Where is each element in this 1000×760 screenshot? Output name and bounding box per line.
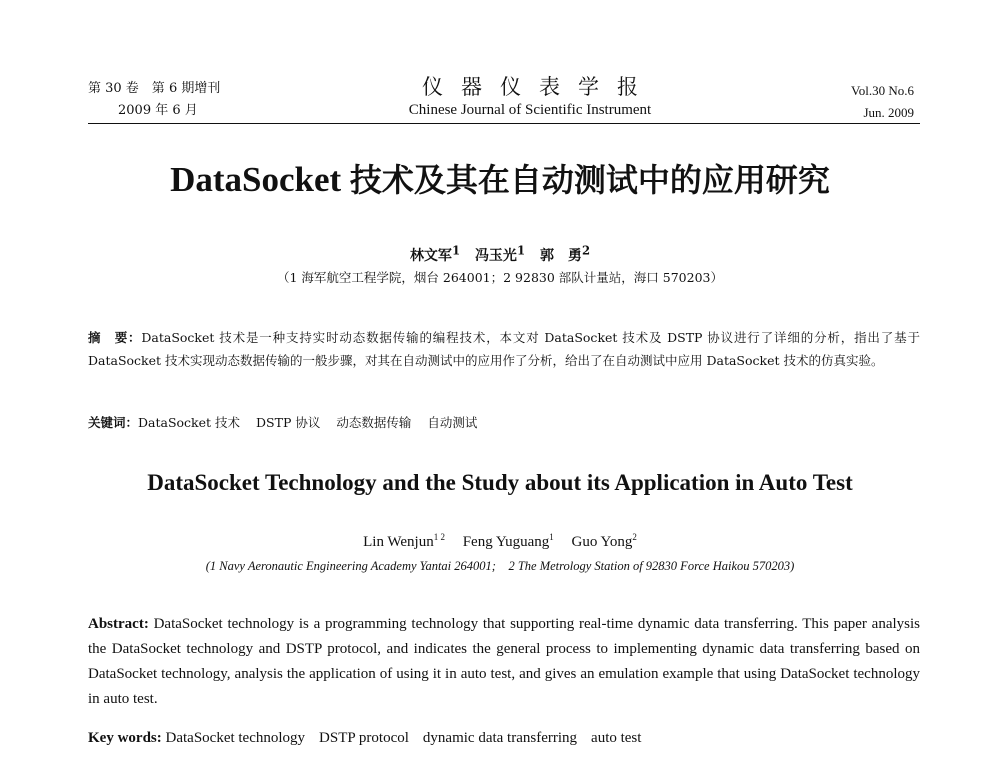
keywords-cn-label: 关键词： bbox=[88, 415, 139, 430]
author-en: Guo Yong$^2$ bbox=[571, 532, 637, 550]
title-cn-text: 技术及其在自动测试中的应用研究 bbox=[349, 161, 830, 199]
paper-title-en: DataSocket Technology and the Study about its Application in Auto Test bbox=[147, 470, 853, 495]
author-cn: 郭 勇$^2$ bbox=[539, 243, 591, 264]
abstract-en-text: DataSocket technology is a programming technology that supporting real-time dynamic data transferring. This paper analysis the DataSocket technology and DSTP protocol, and indicates the general process to implementing dynamic data transferring based on DataSocket technology, analysis the application of using it in auto test, and gives an emulation example that using DataSocket technology in auto test. bbox=[88, 616, 920, 707]
keywords-en bbox=[88, 727, 920, 749]
keyword-cn: DataSocket 技术 bbox=[138, 415, 241, 430]
header-rule bbox=[88, 123, 920, 124]
publication-date-en: Jun. 2009 bbox=[863, 105, 914, 120]
volume-issue: 第 30 卷 第 6 期增刊 bbox=[88, 81, 221, 96]
keywords-cn bbox=[88, 411, 920, 434]
affiliation-en: (1 Navy Aeronautic Engineering Academy Yantai 264001; 2 The Metrology Station of 92830 Force Haikou 570203) bbox=[205, 559, 795, 573]
abstract-cn-label: 摘 要： bbox=[88, 330, 142, 345]
keyword-en: DataSocket technology bbox=[165, 730, 306, 746]
author-cn: 林文军$^1$ bbox=[409, 243, 461, 264]
keyword-cn: DSTP 协议 bbox=[256, 415, 321, 430]
journal-name-en: Chinese Journal of Scientific Instrument bbox=[408, 102, 652, 118]
authors-en bbox=[0, 527, 1000, 552]
affiliation-cn: （1 海军航空工程学院，烟台 264001；2 92830 部队计量站，海口 570203） bbox=[277, 270, 723, 285]
authors-cn bbox=[0, 240, 1000, 266]
journal-name bbox=[330, 74, 730, 120]
abstract-en-label: Abstract: bbox=[88, 616, 149, 632]
author-cn: 冯玉光$^1$ bbox=[474, 243, 526, 264]
journal-volume-info-en bbox=[851, 80, 914, 124]
author-en: Lin Wenjun$^{1 2}$ bbox=[363, 532, 445, 550]
keyword-cn: 自动测试 bbox=[427, 415, 478, 430]
keyword-en: dynamic data transferring bbox=[422, 730, 578, 746]
title-cn-latin: DataSocket bbox=[170, 160, 350, 199]
journal-name-cn: 仪器仪表学报 bbox=[422, 75, 656, 99]
author-en: Feng Yuguang$^1$ bbox=[462, 532, 554, 550]
journal-volume-info bbox=[88, 78, 220, 122]
keyword-cn: 动态数据传输 bbox=[336, 415, 412, 430]
abstract-cn-text: DataSocket 技术是一种支持实时动态数据传输的编程技术，本文对 DataSocket 技术及 DSTP 协议进行了详细的分析，指出了基于 DataSocket 技术实现动态数据传输的一般步骤，对其在自动测试中的应用作了分析，给出了在自动测试中应用 DataSocket 技术的仿真实验。 bbox=[88, 330, 920, 368]
keywords-en-label: Key words: bbox=[88, 730, 162, 746]
keyword-en: auto test bbox=[591, 730, 642, 746]
abstract-en bbox=[88, 612, 920, 712]
publication-date-cn: 2009 年 6 月 bbox=[118, 103, 198, 118]
volume-number-en: Vol.30 No.6 bbox=[851, 83, 914, 98]
keyword-en: DSTP protocol bbox=[319, 730, 409, 746]
abstract-cn bbox=[88, 326, 920, 372]
paper-title-cn bbox=[0, 158, 1000, 202]
